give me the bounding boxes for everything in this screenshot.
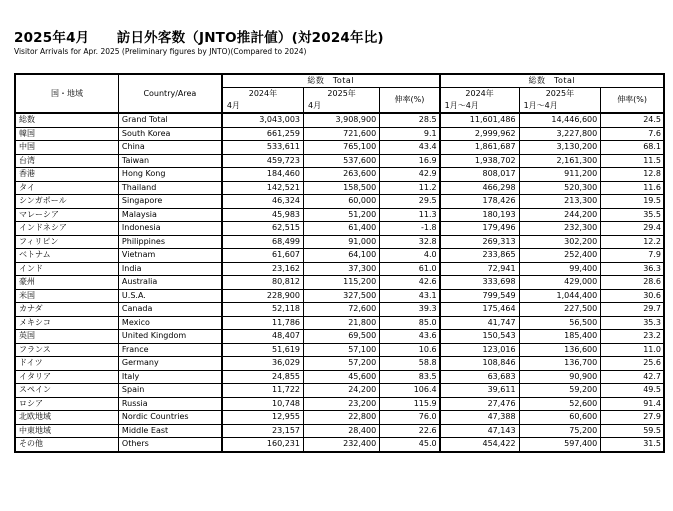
table-row bbox=[15, 384, 664, 398]
cell-apr-2025: 72,600 bbox=[304, 303, 380, 317]
cell-apr-2025: 91,000 bbox=[304, 235, 380, 249]
cell-area-jp: カナダ bbox=[15, 303, 118, 317]
cell-area-en: Vietnam bbox=[118, 249, 221, 263]
cell-apr-2025: 57,100 bbox=[304, 343, 380, 357]
cell-apr-2024: 80,812 bbox=[222, 276, 304, 290]
cell-growth-apr: -1.8 bbox=[380, 222, 440, 236]
cell-apr-2025: 765,100 bbox=[304, 141, 380, 155]
cell-growth-ytd: 28.6 bbox=[601, 276, 664, 290]
cell-growth-apr: 16.9 bbox=[380, 154, 440, 168]
header-2024-apr-year: 2024年 bbox=[222, 88, 304, 101]
cell-apr-2024: 3,043,003 bbox=[222, 113, 304, 127]
table-row bbox=[15, 397, 664, 411]
cell-area-jp: シンガポール bbox=[15, 195, 118, 209]
header-group-april: 総数 Total bbox=[222, 74, 440, 88]
cell-apr-2024: 459,723 bbox=[222, 154, 304, 168]
table-row bbox=[15, 222, 664, 236]
cell-area-jp: イタリア bbox=[15, 370, 118, 384]
cell-growth-ytd: 12.2 bbox=[601, 235, 664, 249]
cell-area-en: Malaysia bbox=[118, 208, 221, 222]
visitor-arrivals-table bbox=[14, 73, 665, 453]
cell-area-en: Australia bbox=[118, 276, 221, 290]
cell-ytd-2024: 454,422 bbox=[440, 438, 519, 452]
cell-ytd-2024: 175,464 bbox=[440, 303, 519, 317]
header-2025-ytd-month: 1月～4月 bbox=[519, 100, 601, 113]
cell-ytd-2025: 252,400 bbox=[519, 249, 601, 263]
cell-growth-ytd: 7.9 bbox=[601, 249, 664, 263]
cell-apr-2025: 263,600 bbox=[304, 168, 380, 182]
cell-area-jp: フィリピン bbox=[15, 235, 118, 249]
cell-growth-apr: 106.4 bbox=[380, 384, 440, 398]
cell-area-en: Others bbox=[118, 438, 221, 452]
cell-ytd-2025: 520,300 bbox=[519, 181, 601, 195]
cell-ytd-2024: 72,941 bbox=[440, 262, 519, 276]
cell-area-jp: 英国 bbox=[15, 330, 118, 344]
table-row bbox=[15, 208, 664, 222]
header-2025-apr-year: 2025年 bbox=[304, 88, 380, 101]
cell-area-en: Grand Total bbox=[118, 113, 221, 127]
header-growth-april: 伸率(%) bbox=[380, 88, 440, 114]
cell-apr-2024: 12,955 bbox=[222, 411, 304, 425]
header-2025-apr-month: 4月 bbox=[304, 100, 380, 113]
cell-area-en: India bbox=[118, 262, 221, 276]
cell-apr-2024: 533,611 bbox=[222, 141, 304, 155]
cell-area-en: Indonesia bbox=[118, 222, 221, 236]
table-row bbox=[15, 343, 664, 357]
table-row bbox=[15, 262, 664, 276]
cell-ytd-2024: 178,426 bbox=[440, 195, 519, 209]
cell-growth-apr: 29.5 bbox=[380, 195, 440, 209]
cell-area-en: Thailand bbox=[118, 181, 221, 195]
cell-growth-apr: 115.9 bbox=[380, 397, 440, 411]
cell-growth-ytd: 11.6 bbox=[601, 181, 664, 195]
cell-apr-2025: 537,600 bbox=[304, 154, 380, 168]
cell-area-jp: 台湾 bbox=[15, 154, 118, 168]
cell-area-jp: 米国 bbox=[15, 289, 118, 303]
cell-apr-2024: 184,460 bbox=[222, 168, 304, 182]
cell-ytd-2024: 41,747 bbox=[440, 316, 519, 330]
cell-ytd-2024: 39,611 bbox=[440, 384, 519, 398]
table-row bbox=[15, 303, 664, 317]
cell-area-jp: 総数 bbox=[15, 113, 118, 127]
cell-apr-2025: 22,800 bbox=[304, 411, 380, 425]
cell-growth-ytd: 19.5 bbox=[601, 195, 664, 209]
header-2024-ytd-year: 2024年 bbox=[440, 88, 519, 101]
cell-ytd-2025: 302,200 bbox=[519, 235, 601, 249]
cell-growth-apr: 43.6 bbox=[380, 330, 440, 344]
cell-area-en: Russia bbox=[118, 397, 221, 411]
cell-growth-apr: 11.2 bbox=[380, 181, 440, 195]
table-row bbox=[15, 411, 664, 425]
cell-ytd-2025: 227,500 bbox=[519, 303, 601, 317]
table-row bbox=[15, 195, 664, 209]
cell-area-en: Taiwan bbox=[118, 154, 221, 168]
cell-ytd-2025: 136,700 bbox=[519, 357, 601, 371]
cell-apr-2024: 228,900 bbox=[222, 289, 304, 303]
cell-growth-ytd: 11.5 bbox=[601, 154, 664, 168]
cell-apr-2024: 46,324 bbox=[222, 195, 304, 209]
cell-apr-2024: 23,157 bbox=[222, 424, 304, 438]
cell-ytd-2025: 597,400 bbox=[519, 438, 601, 452]
cell-ytd-2024: 1,938,702 bbox=[440, 154, 519, 168]
header-growth-ytd: 伸率(%) bbox=[601, 88, 664, 114]
cell-growth-apr: 61.0 bbox=[380, 262, 440, 276]
cell-growth-ytd: 7.6 bbox=[601, 127, 664, 141]
cell-ytd-2024: 63,683 bbox=[440, 370, 519, 384]
cell-apr-2024: 68,499 bbox=[222, 235, 304, 249]
cell-growth-apr: 39.3 bbox=[380, 303, 440, 317]
cell-growth-ytd: 31.5 bbox=[601, 438, 664, 452]
cell-growth-ytd: 91.4 bbox=[601, 397, 664, 411]
cell-area-jp: 北欧地域 bbox=[15, 411, 118, 425]
cell-area-jp: ロシア bbox=[15, 397, 118, 411]
header-2024-ytd-month: 1月～4月 bbox=[440, 100, 519, 113]
cell-apr-2024: 48,407 bbox=[222, 330, 304, 344]
cell-apr-2025: 24,200 bbox=[304, 384, 380, 398]
table-row bbox=[15, 113, 664, 127]
cell-area-en: China bbox=[118, 141, 221, 155]
cell-apr-2024: 11,786 bbox=[222, 316, 304, 330]
cell-area-jp: インドネシア bbox=[15, 222, 118, 236]
table-row bbox=[15, 276, 664, 290]
cell-apr-2025: 69,500 bbox=[304, 330, 380, 344]
cell-ytd-2025: 3,130,200 bbox=[519, 141, 601, 155]
cell-area-jp: 中国 bbox=[15, 141, 118, 155]
cell-ytd-2024: 233,865 bbox=[440, 249, 519, 263]
cell-area-en: France bbox=[118, 343, 221, 357]
cell-ytd-2024: 269,313 bbox=[440, 235, 519, 249]
cell-growth-ytd: 25.6 bbox=[601, 357, 664, 371]
table-row bbox=[15, 235, 664, 249]
cell-apr-2024: 45,983 bbox=[222, 208, 304, 222]
cell-area-jp: ベトナム bbox=[15, 249, 118, 263]
cell-growth-apr: 4.0 bbox=[380, 249, 440, 263]
table-row bbox=[15, 424, 664, 438]
cell-apr-2025: 60,000 bbox=[304, 195, 380, 209]
cell-growth-apr: 58.8 bbox=[380, 357, 440, 371]
cell-area-jp: メキシコ bbox=[15, 316, 118, 330]
cell-ytd-2024: 1,861,687 bbox=[440, 141, 519, 155]
cell-ytd-2025: 59,200 bbox=[519, 384, 601, 398]
cell-apr-2025: 64,100 bbox=[304, 249, 380, 263]
cell-area-en: Singapore bbox=[118, 195, 221, 209]
cell-growth-ytd: 49.5 bbox=[601, 384, 664, 398]
cell-apr-2025: 327,500 bbox=[304, 289, 380, 303]
cell-ytd-2025: 2,161,300 bbox=[519, 154, 601, 168]
cell-apr-2025: 232,400 bbox=[304, 438, 380, 452]
report-subtitle: Visitor Arrivals for Apr. 2025 (Preliminary figures by JNTO)(Compared to 2024) bbox=[14, 47, 307, 56]
cell-ytd-2025: 90,900 bbox=[519, 370, 601, 384]
cell-area-en: Spain bbox=[118, 384, 221, 398]
cell-growth-ytd: 23.2 bbox=[601, 330, 664, 344]
cell-growth-ytd: 12.8 bbox=[601, 168, 664, 182]
cell-growth-apr: 10.6 bbox=[380, 343, 440, 357]
cell-ytd-2024: 150,543 bbox=[440, 330, 519, 344]
cell-growth-apr: 85.0 bbox=[380, 316, 440, 330]
cell-growth-apr: 43.1 bbox=[380, 289, 440, 303]
cell-growth-ytd: 29.7 bbox=[601, 303, 664, 317]
cell-ytd-2024: 27,476 bbox=[440, 397, 519, 411]
header-area-en: Country/Area bbox=[118, 74, 221, 113]
cell-ytd-2025: 213,300 bbox=[519, 195, 601, 209]
cell-ytd-2025: 185,400 bbox=[519, 330, 601, 344]
table-row bbox=[15, 357, 664, 371]
cell-area-en: Hong Kong bbox=[118, 168, 221, 182]
table-row bbox=[15, 127, 664, 141]
cell-growth-apr: 11.3 bbox=[380, 208, 440, 222]
table-row bbox=[15, 168, 664, 182]
cell-apr-2025: 3,908,900 bbox=[304, 113, 380, 127]
cell-ytd-2025: 1,044,400 bbox=[519, 289, 601, 303]
cell-apr-2024: 36,029 bbox=[222, 357, 304, 371]
cell-apr-2025: 23,200 bbox=[304, 397, 380, 411]
cell-ytd-2024: 179,496 bbox=[440, 222, 519, 236]
cell-growth-ytd: 68.1 bbox=[601, 141, 664, 155]
cell-ytd-2025: 52,600 bbox=[519, 397, 601, 411]
table-body bbox=[15, 113, 664, 452]
cell-area-en: South Korea bbox=[118, 127, 221, 141]
cell-area-jp: 香港 bbox=[15, 168, 118, 182]
cell-ytd-2024: 466,298 bbox=[440, 181, 519, 195]
cell-area-en: Italy bbox=[118, 370, 221, 384]
cell-growth-ytd: 59.5 bbox=[601, 424, 664, 438]
table-row bbox=[15, 289, 664, 303]
cell-apr-2024: 61,607 bbox=[222, 249, 304, 263]
table-row bbox=[15, 316, 664, 330]
cell-area-en: United Kingdom bbox=[118, 330, 221, 344]
cell-area-jp: 韓国 bbox=[15, 127, 118, 141]
cell-growth-ytd: 36.3 bbox=[601, 262, 664, 276]
cell-ytd-2024: 11,601,486 bbox=[440, 113, 519, 127]
header-2025-ytd-year: 2025年 bbox=[519, 88, 601, 101]
cell-growth-ytd: 24.5 bbox=[601, 113, 664, 127]
cell-growth-apr: 22.6 bbox=[380, 424, 440, 438]
cell-ytd-2025: 429,000 bbox=[519, 276, 601, 290]
cell-growth-apr: 28.5 bbox=[380, 113, 440, 127]
table-row bbox=[15, 370, 664, 384]
table-row bbox=[15, 154, 664, 168]
cell-growth-apr: 76.0 bbox=[380, 411, 440, 425]
cell-area-en: U.S.A. bbox=[118, 289, 221, 303]
cell-apr-2025: 28,400 bbox=[304, 424, 380, 438]
cell-apr-2025: 115,200 bbox=[304, 276, 380, 290]
cell-ytd-2024: 2,999,962 bbox=[440, 127, 519, 141]
cell-growth-ytd: 42.7 bbox=[601, 370, 664, 384]
cell-area-jp: タイ bbox=[15, 181, 118, 195]
table-row bbox=[15, 141, 664, 155]
cell-apr-2025: 721,600 bbox=[304, 127, 380, 141]
cell-area-en: Canada bbox=[118, 303, 221, 317]
cell-ytd-2025: 56,500 bbox=[519, 316, 601, 330]
cell-area-jp: スペイン bbox=[15, 384, 118, 398]
cell-area-en: Philippines bbox=[118, 235, 221, 249]
table-header bbox=[15, 74, 664, 113]
header-2024-apr-month: 4月 bbox=[222, 100, 304, 113]
cell-ytd-2025: 99,400 bbox=[519, 262, 601, 276]
cell-area-jp: フランス bbox=[15, 343, 118, 357]
cell-ytd-2024: 123,016 bbox=[440, 343, 519, 357]
header-group-ytd: 総数 Total bbox=[440, 74, 664, 88]
cell-growth-ytd: 27.9 bbox=[601, 411, 664, 425]
cell-ytd-2024: 47,143 bbox=[440, 424, 519, 438]
cell-growth-ytd: 30.6 bbox=[601, 289, 664, 303]
cell-ytd-2025: 14,446,600 bbox=[519, 113, 601, 127]
cell-growth-ytd: 35.5 bbox=[601, 208, 664, 222]
cell-growth-apr: 42.9 bbox=[380, 168, 440, 182]
cell-area-jp: ドイツ bbox=[15, 357, 118, 371]
cell-ytd-2025: 60,600 bbox=[519, 411, 601, 425]
cell-ytd-2024: 333,698 bbox=[440, 276, 519, 290]
cell-growth-apr: 32.8 bbox=[380, 235, 440, 249]
cell-ytd-2025: 232,300 bbox=[519, 222, 601, 236]
cell-ytd-2025: 244,200 bbox=[519, 208, 601, 222]
cell-apr-2024: 23,162 bbox=[222, 262, 304, 276]
cell-area-jp: インド bbox=[15, 262, 118, 276]
report-title: 2025年4月 訪日外客数（JNTO推計値）(対2024年比) bbox=[14, 30, 384, 46]
cell-apr-2025: 37,300 bbox=[304, 262, 380, 276]
cell-ytd-2024: 47,388 bbox=[440, 411, 519, 425]
cell-area-jp: 豪州 bbox=[15, 276, 118, 290]
cell-growth-ytd: 29.4 bbox=[601, 222, 664, 236]
cell-ytd-2025: 136,600 bbox=[519, 343, 601, 357]
cell-ytd-2024: 180,193 bbox=[440, 208, 519, 222]
cell-ytd-2025: 75,200 bbox=[519, 424, 601, 438]
cell-apr-2025: 21,800 bbox=[304, 316, 380, 330]
cell-growth-apr: 83.5 bbox=[380, 370, 440, 384]
cell-area-jp: その他 bbox=[15, 438, 118, 452]
table-row bbox=[15, 438, 664, 452]
cell-apr-2025: 158,500 bbox=[304, 181, 380, 195]
cell-apr-2024: 142,521 bbox=[222, 181, 304, 195]
cell-apr-2024: 51,619 bbox=[222, 343, 304, 357]
cell-growth-apr: 43.4 bbox=[380, 141, 440, 155]
cell-growth-apr: 42.6 bbox=[380, 276, 440, 290]
cell-apr-2025: 45,600 bbox=[304, 370, 380, 384]
cell-apr-2024: 24,855 bbox=[222, 370, 304, 384]
table-row bbox=[15, 249, 664, 263]
cell-apr-2025: 61,400 bbox=[304, 222, 380, 236]
cell-area-en: Germany bbox=[118, 357, 221, 371]
cell-apr-2024: 11,722 bbox=[222, 384, 304, 398]
cell-growth-apr: 9.1 bbox=[380, 127, 440, 141]
cell-ytd-2025: 3,227,800 bbox=[519, 127, 601, 141]
cell-growth-ytd: 35.3 bbox=[601, 316, 664, 330]
table-row bbox=[15, 181, 664, 195]
cell-apr-2025: 57,200 bbox=[304, 357, 380, 371]
cell-apr-2024: 10,748 bbox=[222, 397, 304, 411]
cell-growth-apr: 45.0 bbox=[380, 438, 440, 452]
cell-area-jp: 中東地域 bbox=[15, 424, 118, 438]
table-row bbox=[15, 330, 664, 344]
cell-apr-2024: 62,515 bbox=[222, 222, 304, 236]
header-area-jp: 国・地域 bbox=[15, 74, 118, 113]
cell-area-en: Nordic Countries bbox=[118, 411, 221, 425]
cell-growth-ytd: 11.0 bbox=[601, 343, 664, 357]
cell-ytd-2024: 808,017 bbox=[440, 168, 519, 182]
cell-area-en: Mexico bbox=[118, 316, 221, 330]
cell-apr-2024: 661,259 bbox=[222, 127, 304, 141]
cell-ytd-2025: 911,200 bbox=[519, 168, 601, 182]
cell-apr-2024: 160,231 bbox=[222, 438, 304, 452]
cell-apr-2024: 52,118 bbox=[222, 303, 304, 317]
cell-ytd-2024: 108,846 bbox=[440, 357, 519, 371]
cell-apr-2025: 51,200 bbox=[304, 208, 380, 222]
cell-ytd-2024: 799,549 bbox=[440, 289, 519, 303]
cell-area-jp: マレーシア bbox=[15, 208, 118, 222]
cell-area-en: Middle East bbox=[118, 424, 221, 438]
